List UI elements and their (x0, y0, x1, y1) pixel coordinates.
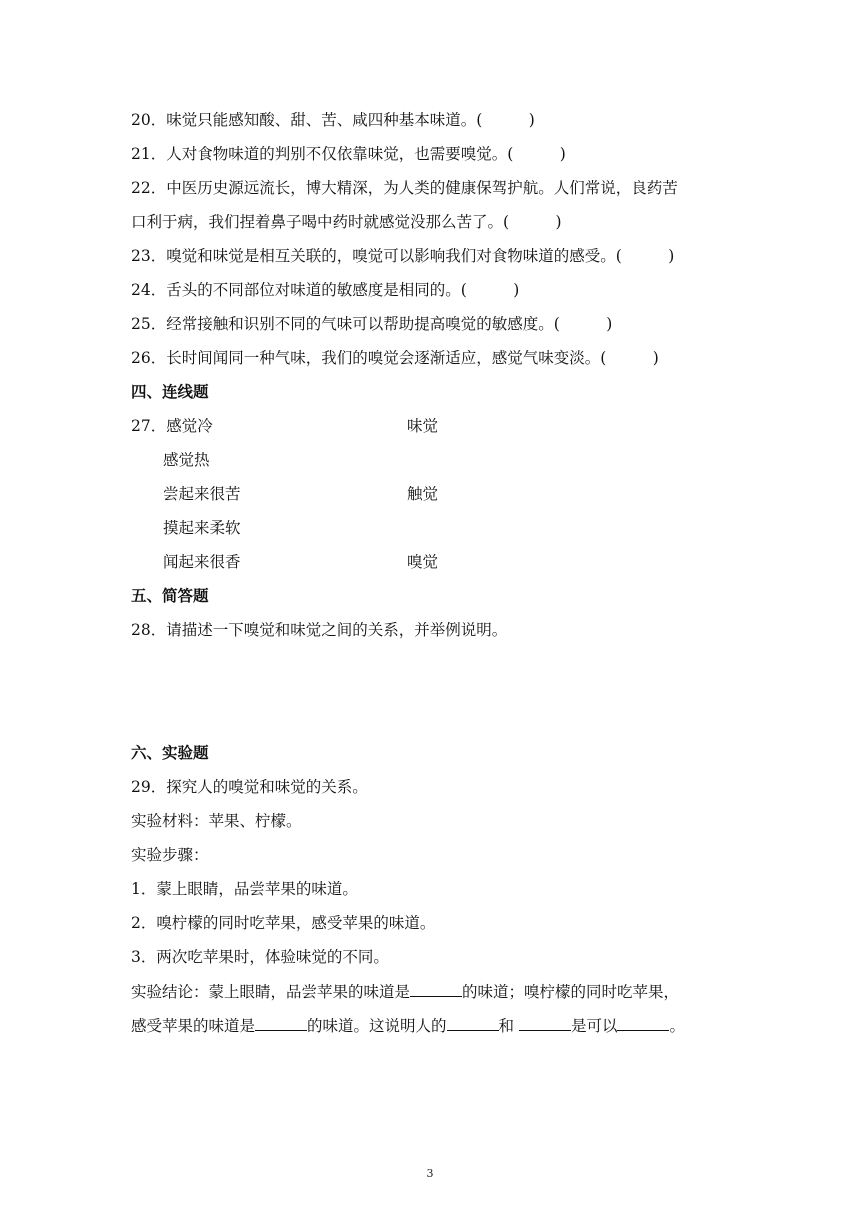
page-number: 3 (426, 1167, 434, 1180)
conclusion-text: 实验结论：蒙上眼睛，品尝苹果的味道是 (131, 983, 411, 1001)
section-6-heading: 六、实验题 (131, 743, 209, 762)
question-22-line-2: 口利于病，我们捏着鼻子喝中药时就感觉没那么苦了。( ) (131, 213, 562, 231)
matching-left-item: 感觉热 (163, 451, 210, 469)
matching-right-item: 触觉 (407, 485, 439, 503)
question-22-line-1: 22．中医历史源远流长，博大精深，为人类的健康保驾护航。人们常说，良药苦 (131, 179, 678, 197)
answer-blank[interactable] (255, 1015, 307, 1031)
conclusion-text: 的味道；嗅柠檬的同时吃苹果， (462, 983, 680, 1001)
answer-blank[interactable] (519, 1015, 571, 1031)
section-5-heading: 五、简答题 (131, 586, 209, 605)
experiment-step: 1．蒙上眼睛，品尝苹果的味道。 (131, 880, 358, 898)
conclusion-text: 是可以 (570, 1017, 618, 1035)
conclusion-text: 和 (498, 1017, 519, 1035)
experiment-conclusion-line-2 (131, 1015, 685, 1036)
answer-blank[interactable] (410, 981, 462, 997)
section-4-heading: 四、连线题 (131, 382, 209, 401)
question-26: 26．长时间闻同一种气味，我们的嗅觉会逐渐适应，感觉气味变淡。( ) (131, 349, 659, 367)
conclusion-text: 。 (669, 1017, 685, 1035)
matching-left-item: 27．感觉冷 (131, 417, 213, 435)
conclusion-text: 的味道。这说明人的 (307, 1017, 447, 1035)
experiment-steps-label: 实验步骤： (131, 846, 209, 864)
answer-blank[interactable] (447, 1015, 499, 1031)
matching-left-item: 闻起来很香 (163, 553, 241, 571)
experiment-materials: 实验材料：苹果、柠檬。 (131, 812, 302, 830)
experiment-conclusion-line-1 (131, 981, 679, 1002)
matching-right-item: 味觉 (407, 417, 439, 435)
question-24: 24．舌头的不同部位对味道的敏感度是相同的。( ) (131, 281, 520, 299)
answer-blank[interactable] (617, 1015, 669, 1031)
question-21: 21．人对食物味道的判别不仅依靠味觉，也需要嗅觉。( ) (131, 145, 566, 163)
experiment-step: 3．两次吃苹果时，体验味觉的不同。 (131, 948, 389, 966)
question-23: 23．嗅觉和味觉是相互关联的，嗅觉可以影响我们对食物味道的感受。( ) (131, 247, 675, 265)
matching-left-item: 摸起来柔软 (163, 519, 241, 537)
experiment-step: 2．嗅柠檬的同时吃苹果，感受苹果的味道。 (131, 914, 436, 932)
question-29: 29．探究人的嗅觉和味觉的关系。 (131, 778, 368, 796)
question-20: 20．味觉只能感知酸、甜、苦、咸四种基本味道。( ) (131, 111, 535, 129)
conclusion-text: 感受苹果的味道是 (131, 1017, 256, 1035)
matching-right-item: 嗅觉 (407, 553, 439, 571)
matching-left-item: 尝起来很苦 (163, 485, 241, 503)
question-25: 25．经常接触和识别不同的气味可以帮助提高嗅觉的敏感度。( ) (131, 315, 613, 333)
question-28: 28．请描述一下嗅觉和味觉之间的关系，并举例说明。 (131, 621, 508, 639)
